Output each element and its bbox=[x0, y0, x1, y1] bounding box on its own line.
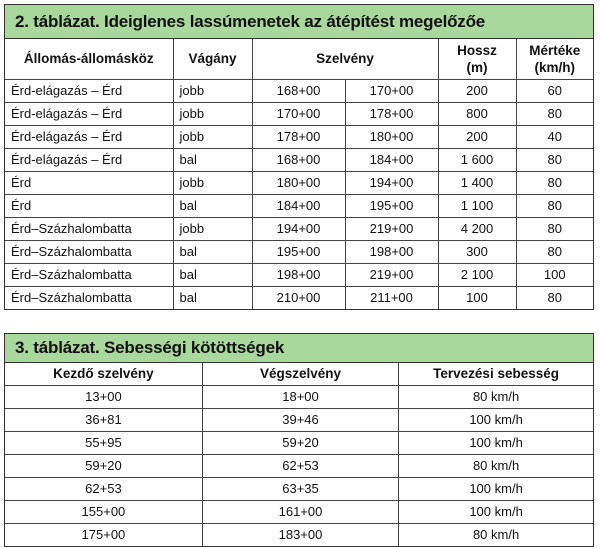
table-row bbox=[5, 217, 593, 240]
header-end: Végszelvény bbox=[202, 363, 398, 385]
table-2-grid bbox=[5, 39, 593, 309]
cell-from: 210+00 bbox=[252, 286, 345, 309]
table-row bbox=[5, 286, 593, 309]
cell-speed: 80 bbox=[516, 217, 593, 240]
table-row bbox=[5, 125, 593, 148]
cell-to: 195+00 bbox=[345, 194, 438, 217]
table-row bbox=[5, 431, 593, 454]
cell-length: 100 bbox=[438, 286, 516, 309]
cell-track: bal bbox=[173, 194, 252, 217]
cell-track: bal bbox=[173, 286, 252, 309]
cell-station: Érd–Százhalombatta bbox=[5, 217, 173, 240]
cell-station: Érd bbox=[5, 194, 173, 217]
cell-end: 63+35 bbox=[202, 477, 398, 500]
cell-station: Érd-elágazás – Érd bbox=[5, 102, 173, 125]
cell-track: bal bbox=[173, 240, 252, 263]
table-row bbox=[5, 523, 593, 546]
table-3 bbox=[4, 333, 594, 547]
cell-track: jobb bbox=[173, 171, 252, 194]
cell-speed: 80 km/h bbox=[399, 523, 593, 546]
header-station: Állomás-állomásköz bbox=[5, 39, 173, 79]
header-length bbox=[438, 39, 516, 79]
cell-end: 161+00 bbox=[202, 500, 398, 523]
cell-speed: 100 km/h bbox=[399, 500, 593, 523]
cell-speed: 80 bbox=[516, 171, 593, 194]
table-row bbox=[5, 171, 593, 194]
cell-from: 168+00 bbox=[252, 79, 345, 102]
cell-end: 39+46 bbox=[202, 408, 398, 431]
cell-station: Érd bbox=[5, 171, 173, 194]
table-row bbox=[5, 240, 593, 263]
table-row bbox=[5, 79, 593, 102]
table-row bbox=[5, 102, 593, 125]
cell-speed: 80 bbox=[516, 148, 593, 171]
cell-track: bal bbox=[173, 263, 252, 286]
cell-speed: 100 km/h bbox=[399, 477, 593, 500]
cell-speed: 80 km/h bbox=[399, 454, 593, 477]
cell-length: 1 600 bbox=[438, 148, 516, 171]
cell-length: 1 400 bbox=[438, 171, 516, 194]
cell-speed: 80 bbox=[516, 194, 593, 217]
cell-speed: 100 km/h bbox=[399, 431, 593, 454]
table-row bbox=[5, 454, 593, 477]
cell-start: 59+20 bbox=[5, 454, 202, 477]
cell-station: Érd-elágazás – Érd bbox=[5, 125, 173, 148]
header-chainage: Szelvény bbox=[252, 39, 438, 79]
cell-start: 13+00 bbox=[5, 385, 202, 408]
table-3-grid bbox=[5, 363, 593, 546]
cell-to: 211+00 bbox=[345, 286, 438, 309]
cell-length: 2 100 bbox=[438, 263, 516, 286]
cell-length: 300 bbox=[438, 240, 516, 263]
cell-to: 170+00 bbox=[345, 79, 438, 102]
cell-speed: 80 bbox=[516, 102, 593, 125]
cell-station: Érd-elágazás – Érd bbox=[5, 148, 173, 171]
cell-speed: 60 bbox=[516, 79, 593, 102]
cell-to: 180+00 bbox=[345, 125, 438, 148]
table-row bbox=[5, 477, 593, 500]
table-row bbox=[5, 408, 593, 431]
cell-from: 168+00 bbox=[252, 148, 345, 171]
cell-track: jobb bbox=[173, 125, 252, 148]
header-speed-line1: Mértéke bbox=[529, 42, 581, 58]
table-2 bbox=[4, 4, 594, 310]
cell-speed: 100 bbox=[516, 263, 593, 286]
table-3-title: 3. táblázat. Sebességi kötöttségek bbox=[5, 334, 593, 363]
table-2-header-row bbox=[5, 39, 593, 79]
cell-to: 194+00 bbox=[345, 171, 438, 194]
cell-to: 219+00 bbox=[345, 263, 438, 286]
cell-track: jobb bbox=[173, 79, 252, 102]
cell-to: 184+00 bbox=[345, 148, 438, 171]
cell-from: 180+00 bbox=[252, 171, 345, 194]
table-row bbox=[5, 148, 593, 171]
cell-end: 18+00 bbox=[202, 385, 398, 408]
cell-station: Érd–Százhalombatta bbox=[5, 286, 173, 309]
cell-speed: 80 bbox=[516, 240, 593, 263]
cell-speed: 80 km/h bbox=[399, 385, 593, 408]
table-row bbox=[5, 500, 593, 523]
cell-speed: 80 bbox=[516, 286, 593, 309]
table-row bbox=[5, 385, 593, 408]
cell-length: 200 bbox=[438, 79, 516, 102]
table-row bbox=[5, 194, 593, 217]
cell-to: 178+00 bbox=[345, 102, 438, 125]
cell-station: Érd-elágazás – Érd bbox=[5, 79, 173, 102]
cell-from: 178+00 bbox=[252, 125, 345, 148]
cell-speed: 100 km/h bbox=[399, 408, 593, 431]
cell-length: 1 100 bbox=[438, 194, 516, 217]
cell-from: 184+00 bbox=[252, 194, 345, 217]
header-track: Vágány bbox=[173, 39, 252, 79]
table-3-header-row bbox=[5, 363, 593, 385]
header-length-line1: Hossz bbox=[457, 42, 497, 58]
cell-from: 170+00 bbox=[252, 102, 345, 125]
cell-track: jobb bbox=[173, 217, 252, 240]
cell-length: 200 bbox=[438, 125, 516, 148]
cell-from: 194+00 bbox=[252, 217, 345, 240]
cell-from: 195+00 bbox=[252, 240, 345, 263]
header-speed bbox=[516, 39, 593, 79]
cell-to: 198+00 bbox=[345, 240, 438, 263]
cell-end: 59+20 bbox=[202, 431, 398, 454]
cell-end: 62+53 bbox=[202, 454, 398, 477]
cell-start: 62+53 bbox=[5, 477, 202, 500]
cell-start: 36+81 bbox=[5, 408, 202, 431]
cell-track: bal bbox=[173, 148, 252, 171]
cell-track: jobb bbox=[173, 102, 252, 125]
header-design-speed: Tervezési sebesség bbox=[399, 363, 593, 385]
cell-speed: 40 bbox=[516, 125, 593, 148]
header-start: Kezdő szelvény bbox=[5, 363, 202, 385]
cell-from: 198+00 bbox=[252, 263, 345, 286]
cell-end: 183+00 bbox=[202, 523, 398, 546]
table-row bbox=[5, 263, 593, 286]
header-length-line2: (m) bbox=[466, 59, 488, 75]
cell-station: Érd–Százhalombatta bbox=[5, 263, 173, 286]
cell-to: 219+00 bbox=[345, 217, 438, 240]
cell-start: 155+00 bbox=[5, 500, 202, 523]
cell-length: 800 bbox=[438, 102, 516, 125]
cell-length: 4 200 bbox=[438, 217, 516, 240]
table-2-title: 2. táblázat. Ideiglenes lassúmenetek az átépítést megelőzőe bbox=[5, 5, 593, 39]
cell-start: 175+00 bbox=[5, 523, 202, 546]
header-speed-line2: (km/h) bbox=[534, 59, 576, 75]
cell-start: 55+95 bbox=[5, 431, 202, 454]
cell-station: Érd–Százhalombatta bbox=[5, 240, 173, 263]
